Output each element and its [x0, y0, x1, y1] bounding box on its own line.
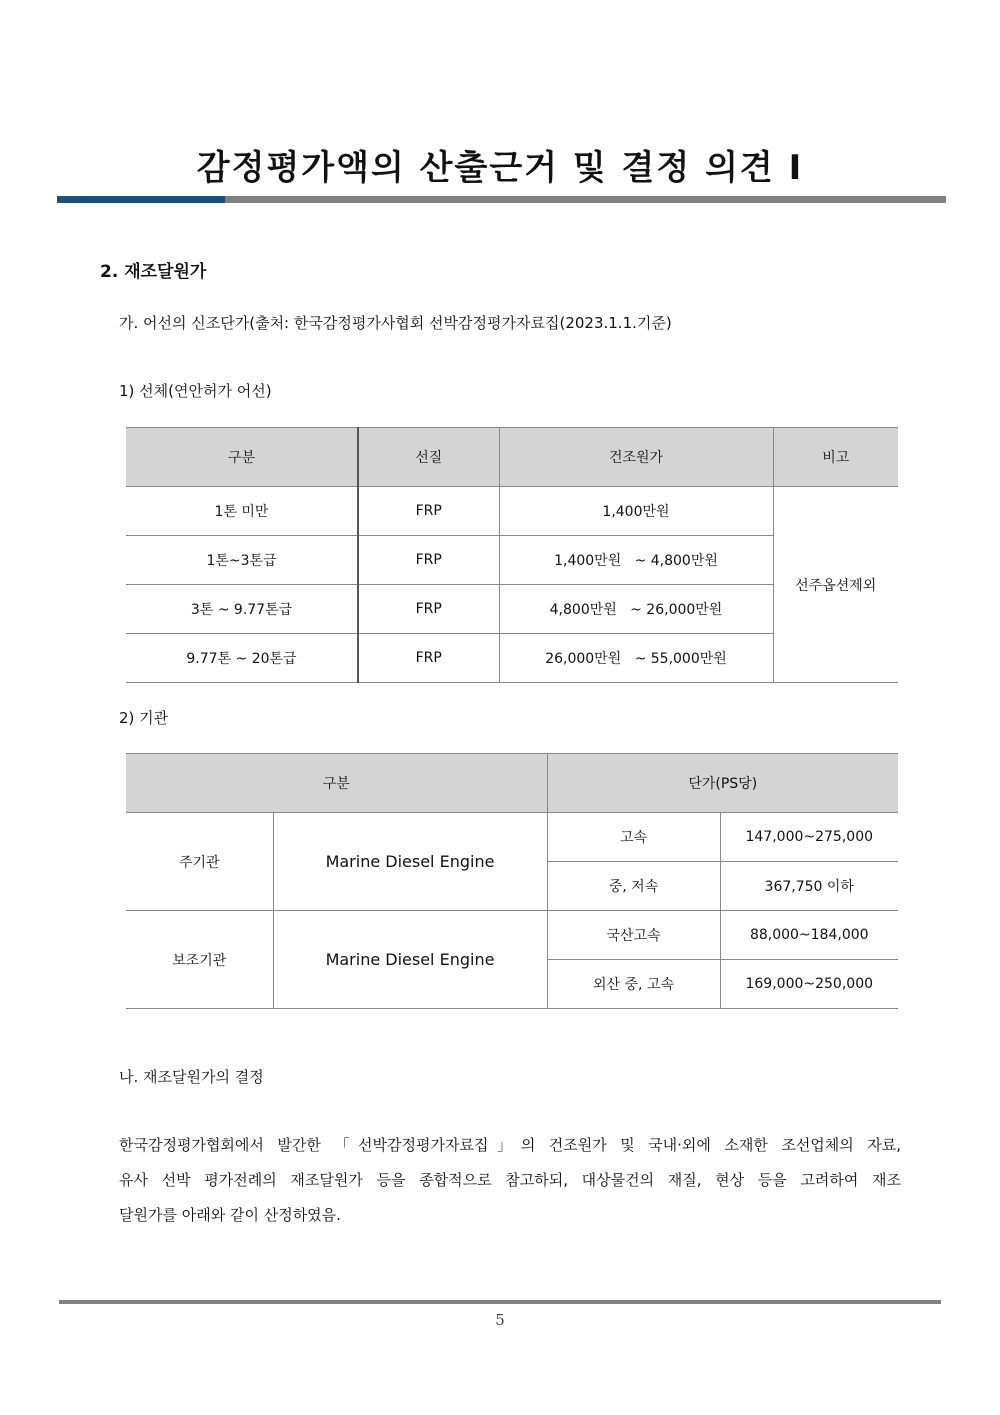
table-cell: 1,400만원 ~ 4,800만원 — [499, 536, 773, 585]
title-rule — [57, 196, 946, 203]
table-cell: 중, 저속 — [547, 862, 720, 911]
hull-heading: 1) 선체(연안허가 어선) — [119, 382, 272, 400]
table-cell: 1,400만원 — [499, 487, 773, 536]
table-row — [126, 487, 898, 536]
paragraph-line: 달원가를 아래와 같이 산정하였음. — [119, 1206, 341, 1224]
table-cell: 1톤~3톤급 — [126, 536, 358, 585]
body-paragraph — [119, 1128, 901, 1233]
table-header-row — [126, 754, 898, 813]
column-header: 구분 — [126, 428, 358, 487]
paragraph-line: 한국감정평가협회에서 발간한 「선박감정평가자료집」의 건조원가 및 국내·외에 소재한 조선업체의 자료, — [119, 1136, 901, 1154]
table-cell: FRP — [358, 585, 499, 634]
table-cell: 4,800만원 ~ 26,000만원 — [499, 585, 773, 634]
table-header-row — [126, 428, 898, 487]
section-heading: 2. 재조달원가 — [100, 262, 207, 282]
table-cell: 147,000~275,000 — [720, 813, 898, 862]
table-cell: 9.77톤 ~ 20톤급 — [126, 634, 358, 683]
table-row — [126, 813, 898, 862]
table-cell: FRP — [358, 487, 499, 536]
remark-cell: 선주옵션제외 — [773, 487, 898, 683]
title-rule-accent — [57, 196, 225, 203]
table-cell: 고속 — [547, 813, 720, 862]
subsection-a-heading: 가. 어선의 신조단가(출처: 한국감정평가사협회 선박감정평가자료집(2023.1.1.기준) — [119, 314, 672, 332]
table-cell: FRP — [358, 536, 499, 585]
footer-rule — [59, 1300, 941, 1304]
table-cell: 3톤 ~ 9.77톤급 — [126, 585, 358, 634]
table-cell: 367,750 이하 — [720, 862, 898, 911]
engine-group-name: 보조기관 — [126, 911, 273, 1009]
column-header: 선질 — [358, 428, 499, 487]
page-number: 5 — [495, 1311, 505, 1329]
table-cell: 1톤 미만 — [126, 487, 358, 536]
table-cell: 26,000만원 ~ 55,000만원 — [499, 634, 773, 683]
column-header: 비고 — [773, 428, 898, 487]
engine-type: Marine Diesel Engine — [273, 911, 547, 1009]
table-cell: FRP — [358, 634, 499, 683]
column-header: 건조원가 — [499, 428, 773, 487]
table-row — [126, 911, 898, 960]
hull-cost-table — [126, 427, 898, 683]
paragraph-line: 유사 선박 평가전례의 재조달원가 등을 종합적으로 참고하되, 대상물건의 재질, 현상 등을 고려하여 재조 — [119, 1171, 901, 1189]
column-header: 단가(PS당) — [547, 754, 898, 813]
column-header: 구분 — [126, 754, 547, 813]
engine-group-name: 주기관 — [126, 813, 273, 911]
table-cell: 169,000~250,000 — [720, 960, 898, 1009]
engine-type: Marine Diesel Engine — [273, 813, 547, 911]
engine-cost-table — [126, 753, 898, 1009]
engine-heading: 2) 기관 — [119, 709, 169, 727]
page-title: 감정평가액의 산출근거 및 결정 의견 I — [196, 148, 804, 188]
table-cell: 국산고속 — [547, 911, 720, 960]
table-cell: 외산 중, 고속 — [547, 960, 720, 1009]
table-cell: 88,000~184,000 — [720, 911, 898, 960]
subsection-b-heading: 나. 재조달원가의 결정 — [119, 1068, 264, 1086]
